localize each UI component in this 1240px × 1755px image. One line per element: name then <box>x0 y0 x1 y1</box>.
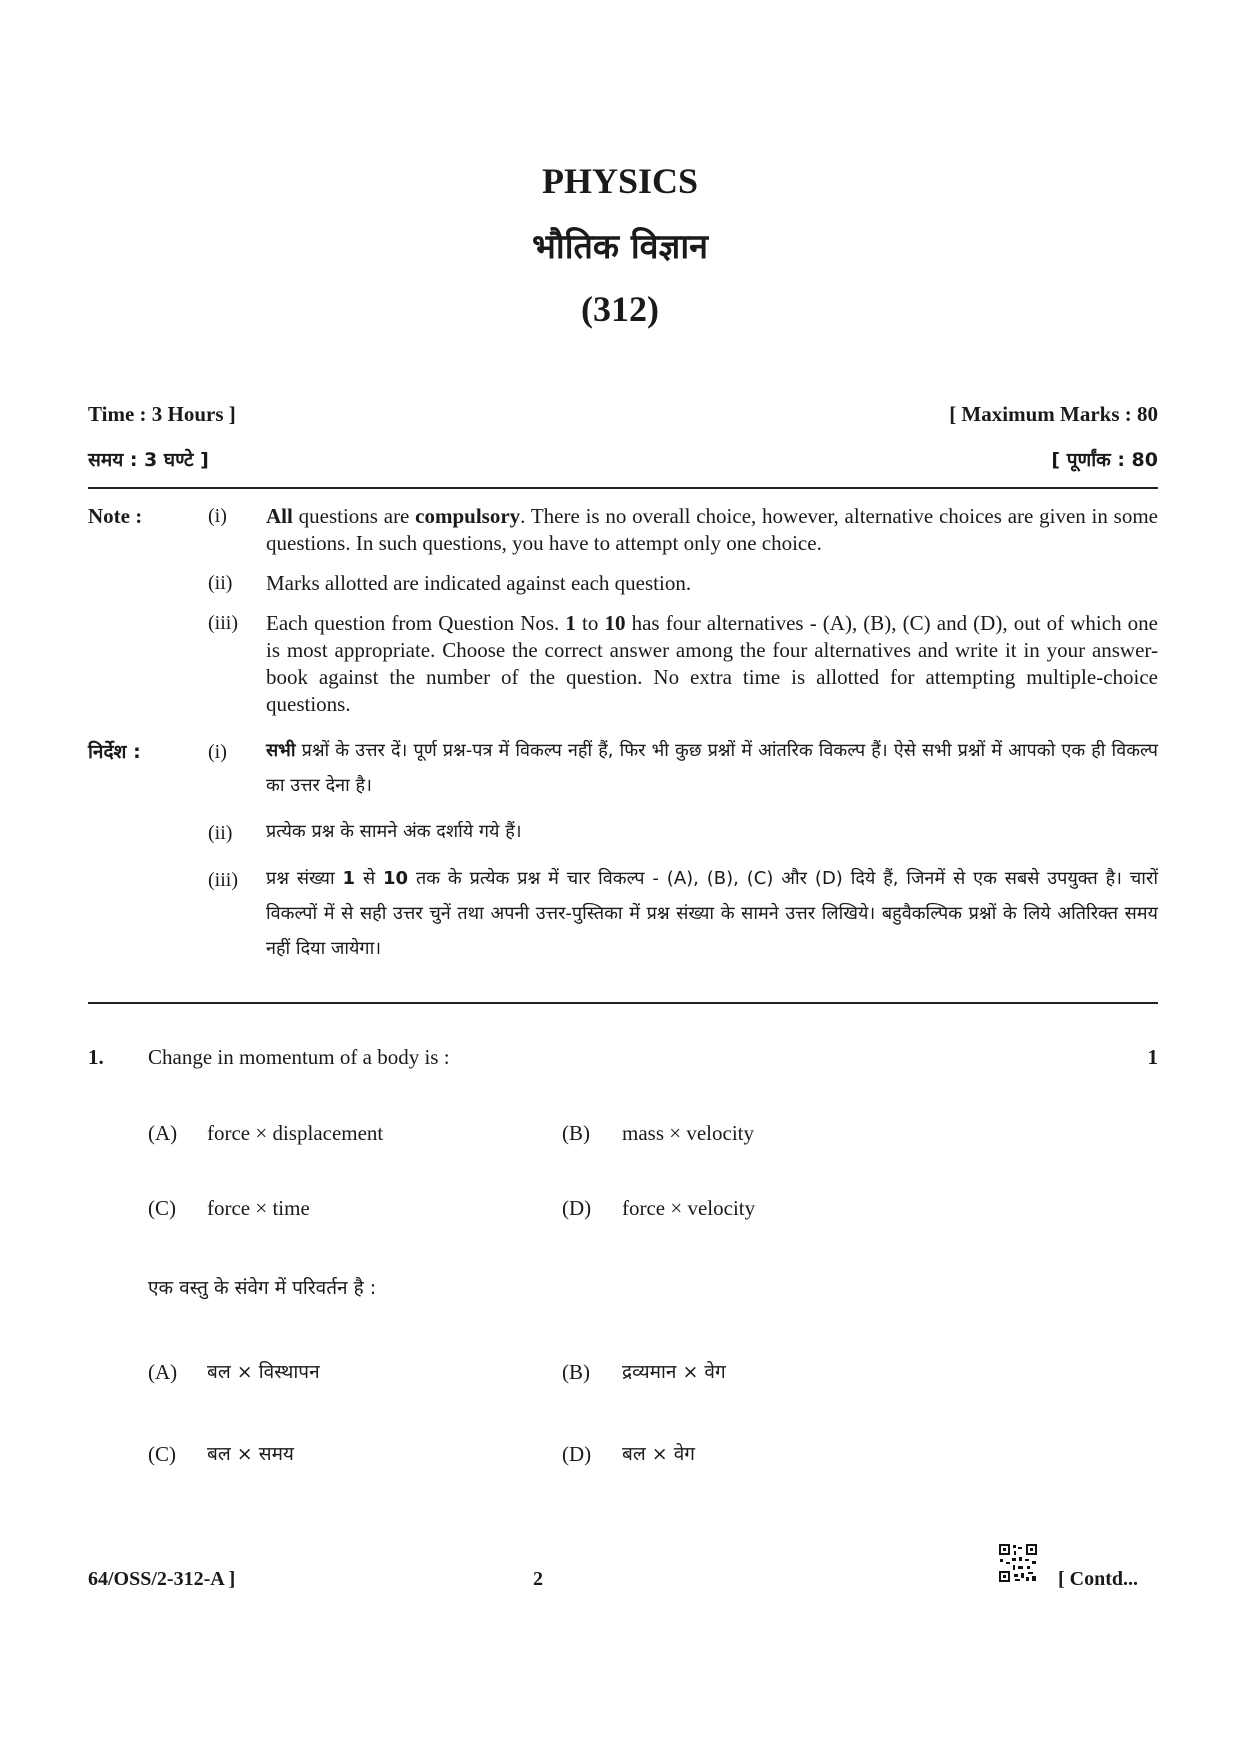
note-text: प्रश्न संख्या <box>266 868 343 889</box>
note-label-hindi: निर्देश : <box>88 741 141 763</box>
option-d-text-hindi: बल × वेग <box>622 1443 695 1465</box>
subject-title-hindi: भौतिक विज्ञान <box>531 227 709 267</box>
note-item-number: (i) <box>208 505 227 527</box>
subject-title-english: PHYSICS <box>541 161 699 201</box>
note-item-hindi-3 <box>266 861 1158 966</box>
note-label: Note : <box>88 504 143 528</box>
section-divider <box>88 1002 1158 1004</box>
option-label: (B) <box>562 1360 590 1384</box>
option-a-text: force × displacement <box>207 1121 384 1145</box>
note-item-3 <box>266 610 1158 718</box>
option-label: (B) <box>562 1121 590 1145</box>
note-text: तक के प्रत्येक प्रश्न में चार विकल्प - (A), (B), (C) और (D) दिये हैं, जिनमें से एक सबसे उपयुक्त है। चारों विकल्पों में से सही उत्तर चुनें तथा अपनी उत्तर-पुस्तिका में प्रश्न संख्या के सामने उत्तर लिखिये। बहुवैकल्पिक प्रश्नों के लिये अतिरिक्त समय नहीं दिया जायेगा। <box>266 868 1158 959</box>
option-label: (C) <box>148 1196 176 1220</box>
note-emphasis: 10 <box>383 868 409 889</box>
page-number: 2 <box>533 1568 543 1590</box>
note-emphasis: compulsory <box>415 504 521 528</box>
max-marks-hindi: [ पूर्णांक : 80 <box>1051 449 1158 471</box>
note-item-number: (iii) <box>208 869 238 891</box>
note-emphasis: All <box>266 504 293 528</box>
option-label: (D) <box>562 1442 592 1466</box>
top-divider <box>88 487 1158 489</box>
note-item-hindi-1 <box>266 733 1158 803</box>
option-b-text: mass × velocity <box>622 1121 754 1145</box>
question-text-hindi: एक वस्तु के संवेग में परिवर्तन है : <box>148 1277 377 1299</box>
note-text: . There is no overall choice, however, alternative choices are given in some questions. In such questions, you have to attempt only one choice. <box>266 504 1158 555</box>
option-c-text: force × time <box>207 1196 310 1220</box>
note-item-number: (i) <box>208 741 227 763</box>
question-text: Change in momentum of a body is : <box>148 1045 450 1069</box>
note-item-hindi-2: प्रत्येक प्रश्न के सामने अंक दर्शाये गये हैं। <box>266 821 522 842</box>
note-item-2: Marks allotted are indicated against each question. <box>266 571 692 595</box>
note-text: प्रश्नों के उत्तर दें। पूर्ण प्रश्न-पत्र में विकल्प नहीं हैं, फिर भी कुछ प्रश्नों में आंतरिक विकल्प हैं। ऐसे सभी प्रश्नों में आपको एक ही विकल्प का उत्तर देना है। <box>266 740 1158 796</box>
note-item-number: (iii) <box>208 612 238 634</box>
note-emphasis: 1 <box>342 868 356 889</box>
note-text: questions are <box>292 504 416 528</box>
max-marks-english: [ Maximum Marks : 80 <box>949 402 1158 426</box>
option-b-text-hindi: द्रव्यमान × वेग <box>622 1361 726 1383</box>
subject-code: (312) <box>581 289 659 329</box>
question-marks: 1 <box>1147 1045 1158 1069</box>
note-text: से <box>355 868 384 889</box>
note-text: to <box>575 611 605 635</box>
qr-code-icon <box>998 1543 1038 1583</box>
paper-code: 64/OSS/2-312-A ] <box>88 1568 236 1590</box>
note-emphasis: 10 <box>604 611 626 635</box>
option-d-text: force × velocity <box>622 1196 756 1220</box>
note-item-number: (ii) <box>208 822 233 844</box>
note-text: Each question from Question Nos. <box>266 611 566 635</box>
option-a-text-hindi: बल × विस्थापन <box>207 1361 320 1383</box>
option-label: (D) <box>562 1196 592 1220</box>
time-english: Time : 3 Hours ] <box>88 402 236 426</box>
question-number: 1. <box>88 1045 104 1069</box>
continued-marker: [ Contd... <box>1058 1568 1139 1590</box>
time-hindi: समय : 3 घण्टे ] <box>88 449 209 471</box>
option-label: (A) <box>148 1121 178 1145</box>
option-label: (C) <box>148 1442 176 1466</box>
option-label: (A) <box>148 1360 178 1384</box>
note-item-number: (ii) <box>208 572 233 594</box>
note-item-1 <box>266 503 1158 557</box>
note-text: has four alternatives - (A), (B), (C) and (D), out of which one is most appropriate. Choose the correct answer among the four alternatives and write it in your answer-book against the number of the question. No extra time is allotted for attempting multiple-choice questions. <box>266 611 1158 716</box>
option-c-text-hindi: बल × समय <box>207 1443 294 1465</box>
note-emphasis: सभी <box>266 740 296 761</box>
note-emphasis: 1 <box>565 611 576 635</box>
